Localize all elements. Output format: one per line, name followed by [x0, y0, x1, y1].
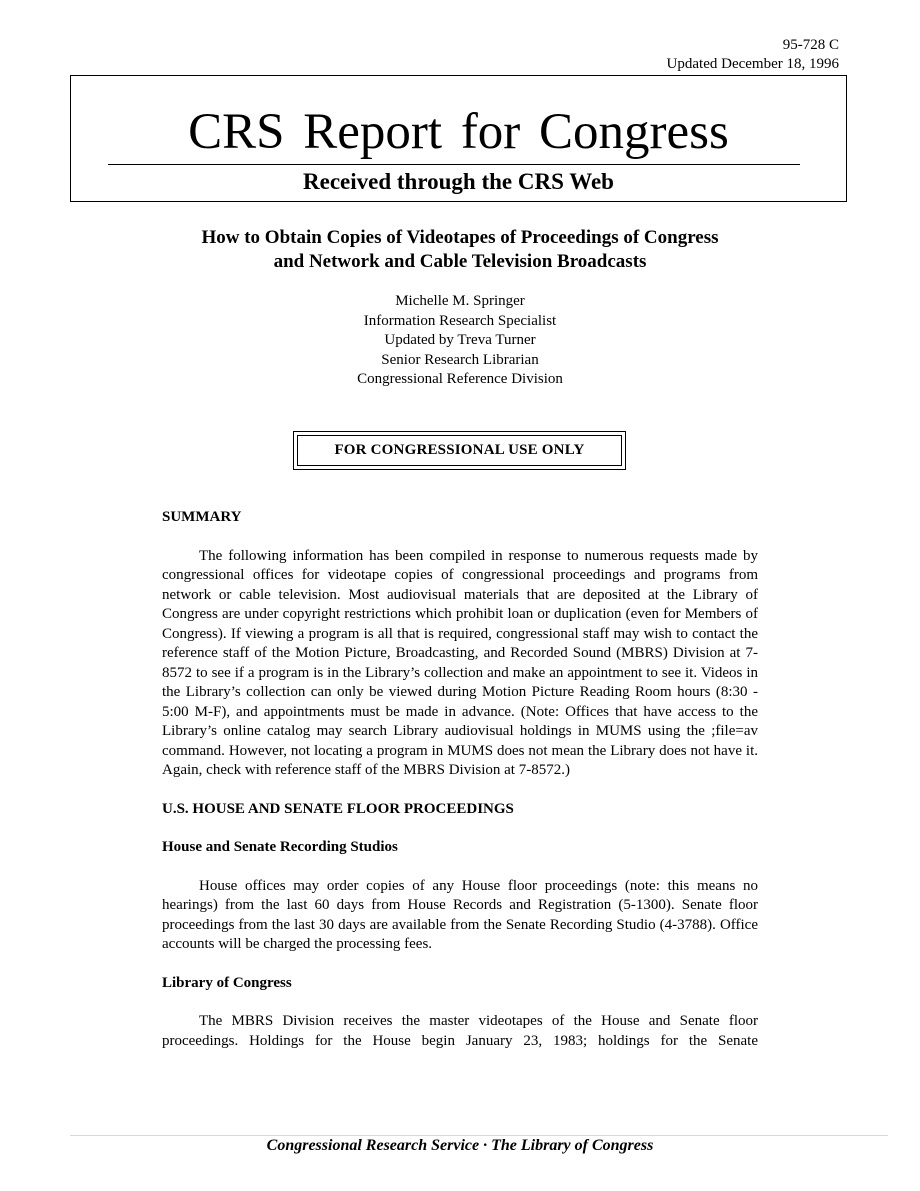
masthead-subtitle: Received through the CRS Web [303, 169, 614, 194]
author-title: Information Research Specialist [363, 312, 557, 329]
author-division: Congressional Reference Division [357, 371, 563, 387]
masthead-title: CRS Report for Congress [188, 104, 729, 160]
recording-studios-paragraph: House offices may order copies of any House floor proceedings (note: this means no hearings) from the last 60 days from House Records and Registration (5-1300). Senate floor proceedings from the last 30 days are available from the Senate Recording Studio (4-3788). Office accounts will be charged the processing fees. [162, 877, 758, 952]
restriction-notice: FOR CONGRESSIONAL USE ONLY [297, 435, 622, 466]
report-body [162, 508, 758, 1070]
document-title [130, 226, 790, 274]
masthead-divider [108, 164, 800, 165]
author-name: Michelle M. Springer [395, 293, 525, 309]
summary-heading: SUMMARY [162, 509, 242, 525]
document-title-line-2: and Network and Cable Television Broadcasts [273, 251, 647, 272]
updater-title: Senior Research Librarian [381, 351, 539, 368]
document-title-line-1: How to Obtain Copies of Videotapes of Proceedings of Congress [201, 227, 719, 248]
report-identifier [667, 36, 839, 74]
page-footer: Congressional Research Service · The Library of Congress [266, 1137, 654, 1154]
updater-name: Updated by Treva Turner [384, 332, 536, 348]
restriction-notice-box [293, 431, 626, 470]
report-updated-date: Updated December 18, 1996 [666, 56, 839, 72]
library-of-congress-heading: Library of Congress [162, 974, 292, 991]
library-of-congress-paragraph: The MBRS Division receives the master videotapes of the House and Senate floor proceedings. Holdings for the House begin January 23, 1983; holdings for the Senate [162, 1013, 758, 1049]
floor-proceedings-heading: U.S. HOUSE AND SENATE FLOOR PROCEEDINGS [162, 800, 514, 817]
recording-studios-heading: House and Senate Recording Studios [162, 839, 398, 855]
masthead-box [70, 75, 847, 202]
author-block [260, 292, 660, 390]
report-number: 95-728 C [782, 37, 839, 53]
summary-paragraph: The following information has been compiled in response to numerous requests made by congressional offices for videotape copies of congressional proceedings and programs from network or cable television. Most audiovisual materials that are deposited at the Library of Congress are under copyright restrictions which prohibit loan or duplication (even for Members of Congress). If viewing a program is all that is required, congressional staff may wish to contact the reference staff of the Motion Picture, Broadcasting, and Recorded Sound (MBRS) Division at 7-8572 to see if a program is in the Library’s collection and make an appointment to see it. Videos in the Library’s collection can only be viewed during Motion Picture Reading Room hours (8:30 - 5:00 M-F), and appointments must be made in advance. (Note: Offices that have access to the Library’s online catalog may search Library audiovisual holdings in MUMS using the ;file=av command. However, not locating a program in MUMS does not mean the Library does not have it. Again, check with reference staff of the MBRS Division at 7-8572.) [162, 547, 758, 778]
